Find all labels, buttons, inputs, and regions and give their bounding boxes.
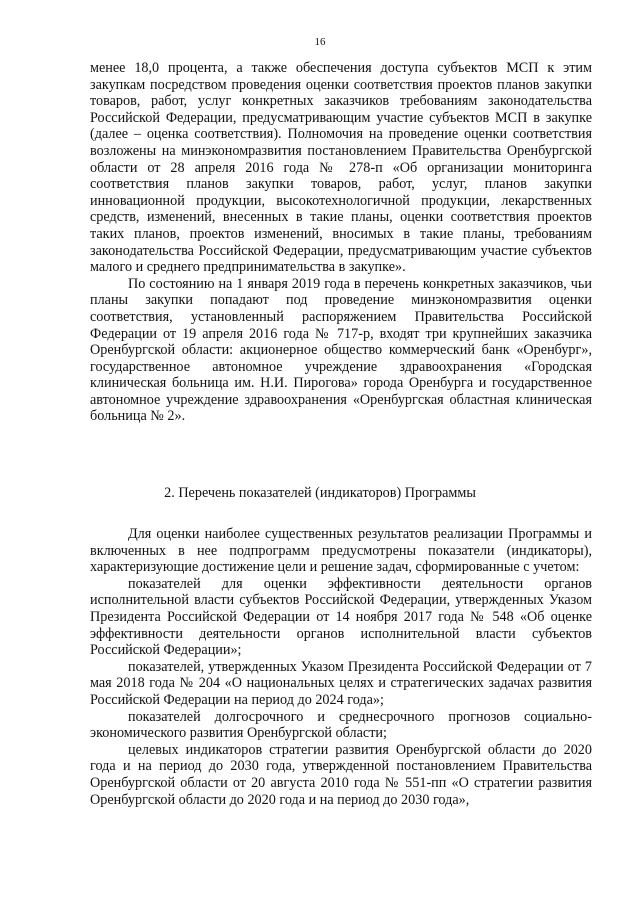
text-block-bottom: [90, 526, 592, 808]
paragraph: Для оценки наиболее существенных результатов реализации Программы и включенных в нее подпрограмм предусмотрены показатели (индикаторы), характеризующие достижение цели и решение задач, сформированные с учетом:: [90, 526, 592, 576]
text-block-top: [90, 60, 592, 425]
paragraph: менее 18,0 процента, а также обеспечения доступа субъектов МСП к этим закупкам посредством проведения оценки соответствия проектов планов закупки товаров, работ, услуг конкретных заказчиков требованиям законодательства Российской Федерации, предусматривающим участие субъектов МСП в закупке (далее – оценка соответствия). Полномочия на проведение оценки соответствия возложены на минэкономразвития постановлением Правительства Оренбургской области от 28 апреля 2016 года № 278-п «Об организации мониторинга соответствия планов закупки товаров, работ, услуг, планов закупки инновационной продукции, высокотехнологичной продукции, лекарственных средств, изменений, внесенных в такие планы, оценки соответствия проектов таких планов, проектов изменений, вносимых в такие планы, требованиям законодательства Российской Федерации, предусматривающим участие субъектов малого и среднего предпринимательства в закупке».: [90, 60, 592, 276]
page-number: 16: [314, 36, 326, 48]
section-heading: 2. Перечень показателей (индикаторов) Программы: [164, 485, 476, 501]
paragraph: По состоянию на 1 января 2019 года в перечень конкретных заказчиков, чьи планы закупки попадают под проведение минэкономразвития оценки соответствия, установленный распоряжением Правительства Российской Федерации от 19 апреля 2016 года № 717-р, входят три крупнейших заказчика Оренбургской области: акционерное общество коммерческий банк «Оренбург», государственное автономное учреждение здравоохранения «Городская клиническая больница им. Н.И. Пирогова» города Оренбурга и государственное автономное учреждение здравоохранения «Оренбургская областная клиническая больница № 2».: [90, 275, 592, 425]
paragraph: показателей долгосрочного и среднесрочного прогнозов социально-экономического развития Оренбургской области;: [90, 708, 592, 742]
paragraph: целевых индикаторов стратегии развития Оренбургской области до 2020 года и на период до 2030 года, утвержденной постановлением Правительства Оренбургской области от 20 августа 2010 года № 551-пп «О стратегии развития Оренбургской области до 2020 года и на период до 2030 года»,: [90, 741, 592, 808]
paragraph: показателей, утвержденных Указом Президента Российской Федерации от 7 мая 2018 года № 204 «О национальных целях и стратегических задачах развития Российской Федерации на период до 2024 года»;: [90, 658, 592, 708]
paragraph: показателей для оценки эффективности деятельности органов исполнительной власти субъектов Российской Федерации, утвержденных Указом Президента Российской Федерации от 14 ноября 2017 года № 548 «Об оценке эффективности деятельности органов исполнительной власти субъектов Российской Федерации»;: [90, 575, 592, 659]
